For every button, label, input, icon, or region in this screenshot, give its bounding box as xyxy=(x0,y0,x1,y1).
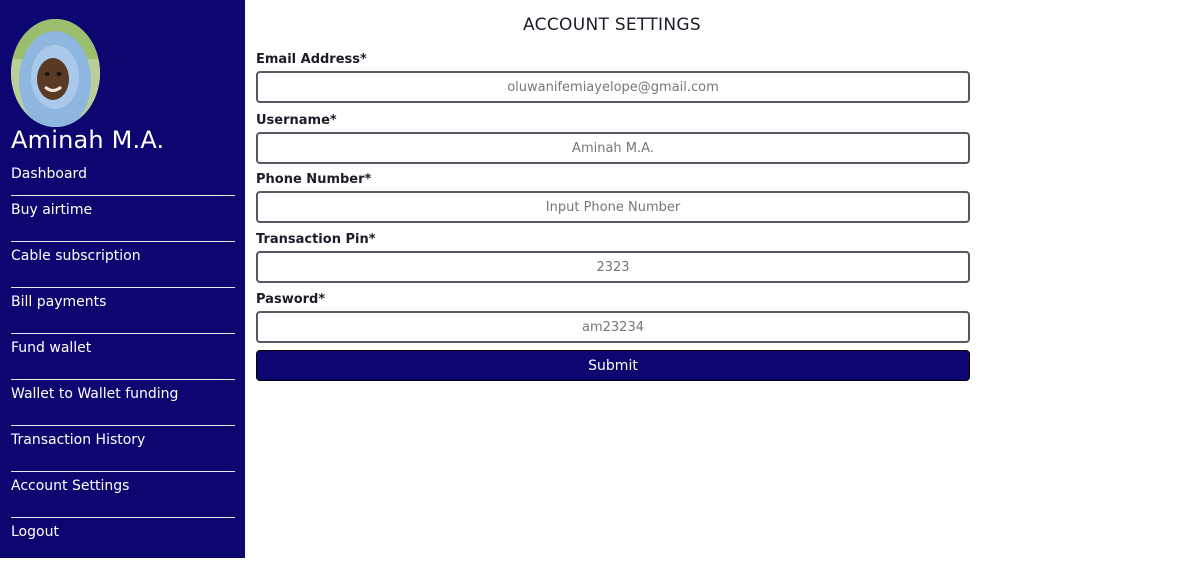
email-label: Email Address* xyxy=(256,52,367,67)
sidebar-item-cable-subscription[interactable]: Cable subscription xyxy=(11,242,235,288)
sidebar-item-wallet-to-wallet[interactable]: Wallet to Wallet funding xyxy=(11,380,235,426)
email-field[interactable] xyxy=(256,71,970,103)
sidebar-item-buy-airtime[interactable]: Buy airtime xyxy=(11,196,235,242)
sidebar-item-logout[interactable]: Logout xyxy=(11,524,59,540)
username-field-group xyxy=(256,112,970,164)
sidebar xyxy=(0,0,245,558)
submit-button[interactable]: Submit xyxy=(256,350,970,381)
user-photo-icon xyxy=(11,19,100,127)
sidebar-item-fund-wallet[interactable]: Fund wallet xyxy=(11,334,235,380)
phone-field[interactable] xyxy=(256,191,970,223)
sidebar-item-transaction-history[interactable]: Transaction History xyxy=(11,426,235,472)
password-label: Pasword* xyxy=(256,292,326,307)
sidebar-item-account-settings[interactable]: Account Settings xyxy=(11,472,235,518)
avatar xyxy=(11,19,100,127)
pin-field[interactable] xyxy=(256,251,970,283)
password-field-group xyxy=(256,291,970,343)
user-name: Aminah M.A. xyxy=(11,126,165,154)
pin-label: Transaction Pin* xyxy=(256,232,376,247)
page-title: ACCOUNT SETTINGS xyxy=(523,15,701,35)
password-field[interactable] xyxy=(256,311,970,343)
pin-field-group xyxy=(256,231,970,283)
phone-field-group xyxy=(256,171,970,223)
phone-label: Phone Number* xyxy=(256,172,372,187)
sidebar-item-bill-payments[interactable]: Bill payments xyxy=(11,288,235,334)
sidebar-nav xyxy=(11,160,235,558)
main-content xyxy=(245,0,1200,564)
email-field-group xyxy=(256,51,970,103)
username-label: Username* xyxy=(256,113,337,128)
username-field[interactable] xyxy=(256,132,970,164)
sidebar-item-dashboard[interactable]: Dashboard xyxy=(11,160,235,196)
